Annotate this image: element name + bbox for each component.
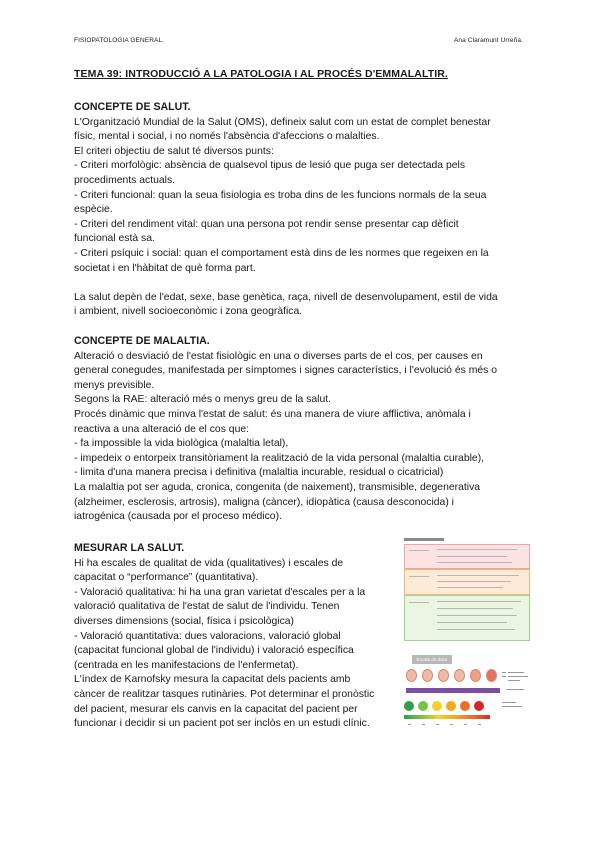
paragraph-line: capacitat o “performance” (quantitativa). [74,572,259,584]
paragraph-line: valoració qualitativa de l'estat de salut de l'individu. Tenen [74,601,340,613]
paragraph-line: - Valoració quantitativa: dues valoracions, valoració global [74,630,341,642]
paragraph-line: iatrogénica (causada por el proceso médico). [74,511,282,523]
paragraph-line: físic, mental i social, i no només l'absència d'afeccions o malalties. [74,131,380,143]
paragraph-line: (alzheimer, esclerosis, artrosis), maligna (càncer), idiopàtica (causa desconocida) i [74,496,454,508]
paragraph-line: i ambient, nivell socioeconòmic i zona geogràfica. [74,306,303,318]
paragraph-line: L'índex de Karnofsky mesura la capacitat dels pacients amb [74,674,351,686]
paragraph-line: La malaltia pot ser aguda, cronica, congenita (de naixement), transmisible, degenerativa [74,481,481,493]
pain-face-icon [446,701,456,711]
paragraph-line: espècie. [74,204,113,216]
section-heading: CONCEPTE DE SALUT. [74,101,191,113]
paragraph-line: Hi ha escales de qualitat de vida (qualitatives) i escales de [74,557,344,569]
paragraph-line: procediments actuals. [74,174,176,186]
paragraph-line: El criteri objectiu de salut té diversos punts: [74,145,274,157]
paragraph-line: del pacient, mesurar els canvis en la capacitat del pacient per [74,703,358,715]
header-author: Ana Claramunt Urreña. [454,37,523,44]
pain-face-icon [474,701,484,711]
figure-pain-scales [398,652,538,742]
paragraph-line: - Criteri morfològic: absència de qualsevol tipus de lesió que puga ser detectada pels [74,160,466,172]
paragraph-line: (capacitat funcional global de l'individu) i valoració específica [74,645,354,657]
paragraph-line: - Criteri psíquic i social: quan el comportament està dins de les normes que regeixen en la [74,247,489,259]
paragraph-line: Procés dinàmic que minva l'estat de salut: és una manera de viure afflictiva, anòmala i [74,408,471,420]
scale-bar [406,688,500,693]
pain-face-icon [438,669,449,682]
page-title: TEMA 39: INTRODUCCIÓ A LA PATOLOGIA I AL PROCÉS D'EMMALALTIR. [74,68,448,80]
section-heading: CONCEPTE DE MALALTIA. [74,335,210,347]
figure-scales-table [398,536,532,640]
paragraph-line: L'Organització Mundial de la Salut (OMS), defineix salut com un estat de complet benestar [74,116,491,128]
paragraph-line: (centrada en les manifestacions de l'enfermetat). [74,659,299,671]
figure-caption-bar [404,538,444,541]
paragraph-line: La salut depèn de l'edat, sexe, base genètica, raça, nivell de desenvolupament, estil de vida [74,291,498,303]
section-malaltia [74,334,532,525]
paragraph-line: menys previsible. [74,379,155,391]
paragraph-line: - Valoració qualitativa: hi ha una gran varietat d'escales per a la [74,586,366,598]
paragraph-line: càncer de realitzar tasques rutinàries. Pot determinar el pronòstic [74,688,375,700]
paragraph-line: reactiva a una alteració de el cos que: [74,423,250,435]
pain-face-icon [470,669,481,682]
table-row [404,569,530,595]
pain-face-icon [432,701,442,711]
scale-label: Escala de dolor [412,655,452,664]
section-salut [74,100,532,320]
paragraph-line: diverses dimensions (social, física i psicològica) [74,615,295,627]
section-mesurar [74,541,394,732]
paragraph-line: Segons la RAE: alteració més o menys greu de la salut. [74,394,332,406]
section-heading: MESURAR LA SALUT. [74,542,185,554]
pain-face-icon [404,701,414,711]
paragraph-line: - Criteri funcional: quan la seua fisiologia es troba dins de les funcions normals de la seua [74,189,487,201]
paragraph-line: - fa impossible la vida biològica (malaltia letal), [74,438,289,450]
header-course: FISIOPATOLOGIA GENERAL. [74,37,165,44]
paragraph-line: - limita d'una manera precisa i definitiva (malaltia incurable, residual o cicatricial) [74,467,444,479]
pain-face-icon [422,669,433,682]
pain-face-icon [460,701,470,711]
scale-gradient-bar [404,715,490,719]
pain-face-icon [406,669,417,682]
paragraph-line: societat i en l'hàbitat de què forma part. [74,262,256,274]
paragraph-line: - impedeix o entorpeix transitòriament la realització de la vida personal (malaltia curable), [74,452,485,464]
paragraph-line: Alteració o desviació de l'estat fisiològic en una o diverses parts de el cos, per causes en [74,350,483,362]
pain-face-icon [418,701,428,711]
pain-face-icon [454,669,465,682]
table-row [404,544,530,569]
paragraph-line: funcional està sa. [74,233,155,245]
pain-face-icon [486,669,497,682]
paragraph-line: funcionar i decidir si un pacient pot ser inclòs en un estudi clínic. [74,718,370,730]
paragraph-line: - Criteri del rendiment vital: quan una persona pot rendir sense presentar cap dèficit [74,218,459,230]
paragraph-line: general conegudes, manifestada per símptomes i signes característics, i l'evolució és més o [74,365,498,377]
table-row [404,595,530,641]
